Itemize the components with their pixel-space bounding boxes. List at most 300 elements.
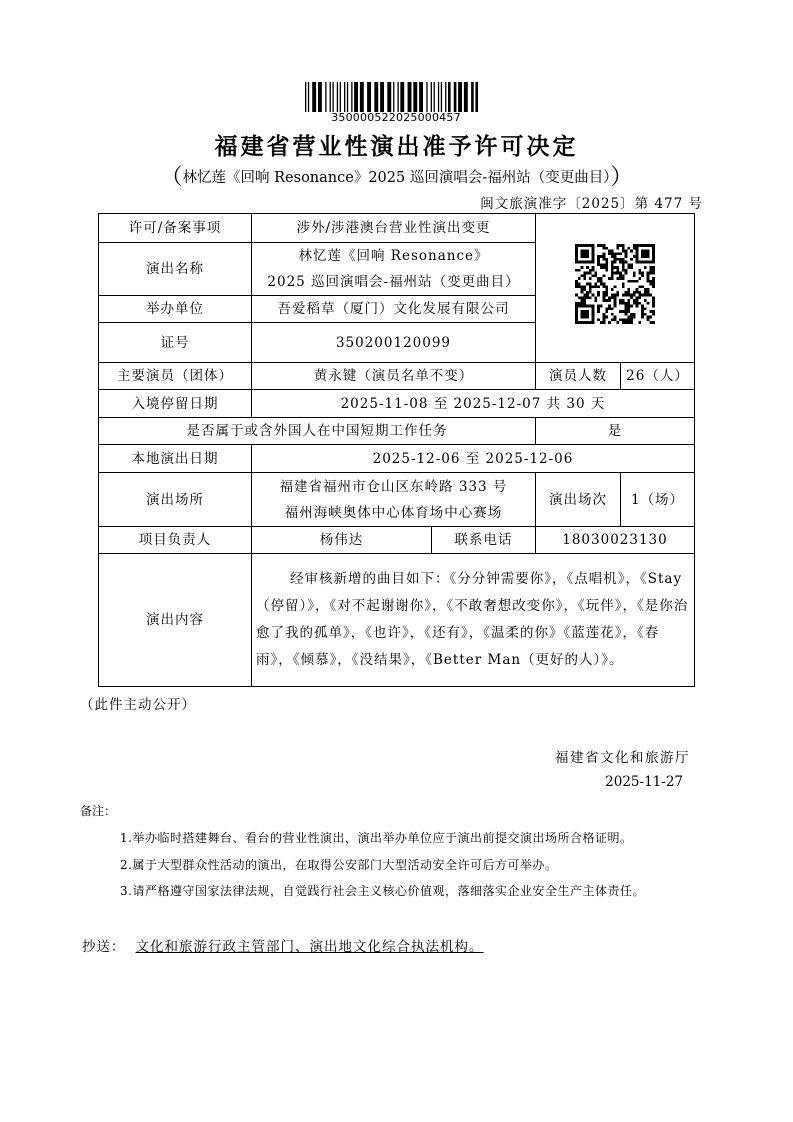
qr-module xyxy=(616,252,619,255)
barcode-bar xyxy=(380,82,384,112)
barcode-bar xyxy=(438,82,439,112)
qr-module xyxy=(600,282,603,285)
qr-module xyxy=(583,321,586,324)
qr-module xyxy=(575,244,578,247)
qr-module xyxy=(589,288,592,291)
qr-module xyxy=(578,277,581,280)
qr-module xyxy=(589,304,592,307)
qr-module xyxy=(592,246,595,249)
qr-module xyxy=(622,260,625,263)
foreign-task-label: 是否属于或含外国人在中国短期工作任务 xyxy=(99,418,536,445)
qr-module xyxy=(583,288,586,291)
qr-module xyxy=(605,266,608,269)
qr-module xyxy=(608,296,611,299)
qr-module xyxy=(619,301,622,304)
cert-value: 350200120099 xyxy=(252,323,536,363)
qr-module xyxy=(616,293,619,296)
qr-module xyxy=(608,277,611,280)
qr-module xyxy=(614,315,617,318)
qr-module xyxy=(622,321,625,324)
show-name-line2: 2025 巡回演唱会-福州站（变更曲目） xyxy=(267,274,520,290)
qr-module xyxy=(578,244,581,247)
qr-module xyxy=(622,263,625,266)
qr-module xyxy=(603,296,606,299)
qr-module xyxy=(633,315,636,318)
qr-module xyxy=(575,285,578,288)
qr-module xyxy=(575,257,578,260)
qr-module xyxy=(589,290,592,293)
qr-module xyxy=(614,301,617,304)
qr-module xyxy=(614,304,617,307)
qr-module xyxy=(594,285,597,288)
qr-module xyxy=(647,274,650,277)
qr-module xyxy=(592,310,595,313)
qr-module xyxy=(622,282,625,285)
qr-module xyxy=(611,277,614,280)
qr-module xyxy=(622,266,625,269)
qr-module xyxy=(608,307,611,310)
qr-module xyxy=(603,257,606,260)
qr-module xyxy=(581,244,584,247)
qr-module xyxy=(603,244,606,247)
qr-module xyxy=(600,304,603,307)
qr-module xyxy=(652,296,655,299)
qr-module xyxy=(611,288,614,291)
qr-module xyxy=(652,268,655,271)
qr-module xyxy=(592,318,595,321)
qr-module xyxy=(600,279,603,282)
qr-module xyxy=(581,266,584,269)
qr-module xyxy=(603,315,606,318)
qr-module xyxy=(625,301,628,304)
qr-module xyxy=(627,266,630,269)
qr-module xyxy=(652,252,655,255)
qr-module xyxy=(644,293,647,296)
qr-module xyxy=(581,301,584,304)
qr-module xyxy=(647,315,650,318)
barcode-bar xyxy=(419,82,423,112)
qr-module xyxy=(622,301,625,304)
qr-module xyxy=(616,277,619,280)
qr-module xyxy=(592,257,595,260)
qr-module xyxy=(581,274,584,277)
qr-module xyxy=(633,246,636,249)
qr-module xyxy=(641,252,644,255)
qr-module xyxy=(611,255,614,258)
qr-module xyxy=(638,321,641,324)
qr-module xyxy=(633,312,636,315)
qr-module xyxy=(581,285,584,288)
qr-module xyxy=(616,246,619,249)
qr-module xyxy=(581,315,584,318)
qr-module xyxy=(592,312,595,315)
qr-module xyxy=(611,252,614,255)
qr-code-icon xyxy=(575,244,655,324)
qr-module xyxy=(578,301,581,304)
sessions-value: 1（场） xyxy=(621,473,695,527)
qr-module xyxy=(581,312,584,315)
qr-module xyxy=(636,288,639,291)
qr-module xyxy=(614,318,617,321)
qr-module xyxy=(614,299,617,302)
qr-module xyxy=(641,274,644,277)
qr-module xyxy=(633,299,636,302)
qr-module xyxy=(589,271,592,274)
qr-module xyxy=(652,312,655,315)
qr-module xyxy=(597,260,600,263)
qr-module xyxy=(636,279,639,282)
qr-module xyxy=(622,310,625,313)
qr-module xyxy=(636,290,639,293)
qr-module xyxy=(652,246,655,249)
qr-module xyxy=(597,257,600,260)
qr-module xyxy=(641,271,644,274)
qr-module xyxy=(583,260,586,263)
foreign-task-value: 是 xyxy=(536,418,695,445)
qr-module xyxy=(605,260,608,263)
qr-module xyxy=(633,301,636,304)
subtitle xyxy=(0,160,793,191)
qr-module xyxy=(627,307,630,310)
public-note: （此件主动公开） xyxy=(80,697,196,713)
note-item: 2.属于大型群众性活动的演出，在取得公安部门大型活动安全许可后方可举办。 xyxy=(120,858,558,872)
table-row xyxy=(99,473,695,527)
qr-module xyxy=(616,268,619,271)
barcode-bar xyxy=(360,82,364,112)
qr-module xyxy=(592,244,595,247)
qr-module xyxy=(603,252,606,255)
qr-module xyxy=(622,246,625,249)
qr-module xyxy=(633,293,636,296)
qr-module xyxy=(614,260,617,263)
qr-module xyxy=(647,318,650,321)
qr-module xyxy=(575,255,578,258)
qr-module xyxy=(625,249,628,252)
qr-module xyxy=(627,293,630,296)
qr-module xyxy=(575,252,578,255)
barcode-bar xyxy=(347,82,348,112)
qr-module xyxy=(575,318,578,321)
permit-item-label: 许可/备案事项 xyxy=(99,214,252,243)
qr-module xyxy=(649,266,652,269)
qr-module xyxy=(603,255,606,258)
qr-module xyxy=(630,249,633,252)
qr-module xyxy=(583,301,586,304)
qr-module xyxy=(575,321,578,324)
qr-module xyxy=(592,307,595,310)
qr-module xyxy=(625,310,628,313)
qr-module xyxy=(597,307,600,310)
qr-module xyxy=(636,255,639,258)
qr-module xyxy=(575,312,578,315)
qr-module xyxy=(644,312,647,315)
issuer: 福建省文化和旅游厅 xyxy=(555,750,690,766)
qr-module xyxy=(630,304,633,307)
qr-module xyxy=(575,307,578,310)
qr-module xyxy=(619,260,622,263)
qr-module xyxy=(581,290,584,293)
qr-module xyxy=(630,296,633,299)
qr-module xyxy=(583,252,586,255)
qr-module xyxy=(575,268,578,271)
qr-module xyxy=(583,312,586,315)
qr-module xyxy=(644,260,647,263)
qr-module xyxy=(649,310,652,313)
qr-module xyxy=(619,244,622,247)
qr-module xyxy=(594,282,597,285)
show-name-line1: 林忆莲《回响 Resonance》 xyxy=(298,248,489,264)
qr-module xyxy=(625,268,628,271)
qr-module xyxy=(652,255,655,258)
qr-module xyxy=(647,260,650,263)
qr-module xyxy=(603,274,606,277)
qr-module xyxy=(586,255,589,258)
barcode xyxy=(305,82,487,112)
qr-module xyxy=(586,266,589,269)
qr-module xyxy=(614,285,617,288)
manager-label: 项目负责人 xyxy=(99,527,252,554)
qr-module xyxy=(575,293,578,296)
barcode-bar xyxy=(471,82,474,112)
qr-module xyxy=(605,246,608,249)
show-name-value xyxy=(252,243,536,296)
qr-module xyxy=(638,260,641,263)
qr-module xyxy=(592,249,595,252)
qr-module xyxy=(575,310,578,313)
qr-module xyxy=(652,244,655,247)
permit-item-value: 涉外/涉港澳台营业性演出变更 xyxy=(252,214,536,243)
qr-module xyxy=(619,271,622,274)
qr-module xyxy=(619,252,622,255)
qr-module xyxy=(592,266,595,269)
qr-module xyxy=(619,318,622,321)
qr-module xyxy=(586,312,589,315)
barcode-bar xyxy=(464,82,468,112)
qr-module xyxy=(616,290,619,293)
qr-module xyxy=(616,321,619,324)
qr-module xyxy=(625,293,628,296)
qr-module xyxy=(578,268,581,271)
qr-module xyxy=(608,304,611,307)
manager-value: 杨伟达 xyxy=(252,527,432,554)
qr-module xyxy=(586,296,589,299)
performer-count-label: 演员人数 xyxy=(536,363,621,390)
qr-module xyxy=(625,304,628,307)
qr-module xyxy=(652,279,655,282)
qr-module xyxy=(649,321,652,324)
qr-module xyxy=(589,285,592,288)
performers-label: 主要演员（团体） xyxy=(99,363,252,390)
sessions-label: 演出场次 xyxy=(536,473,621,527)
qr-module xyxy=(641,255,644,258)
qr-module xyxy=(636,244,639,247)
qr-module xyxy=(600,266,603,269)
table-row xyxy=(99,554,695,687)
qr-module xyxy=(630,318,633,321)
stay-value: 2025-11-08 至 2025-12-07 共 30 天 xyxy=(252,390,695,418)
qr-module xyxy=(636,257,639,260)
barcode-bar xyxy=(454,82,457,112)
barcode-bar xyxy=(441,82,442,112)
qr-module xyxy=(603,285,606,288)
qr-module xyxy=(578,304,581,307)
qr-module xyxy=(616,257,619,260)
qr-module xyxy=(652,257,655,260)
qr-module xyxy=(581,310,584,313)
qr-module xyxy=(605,299,608,302)
qr-module xyxy=(619,274,622,277)
qr-module xyxy=(586,321,589,324)
barcode-bar xyxy=(325,82,326,112)
venue-line2: 福州海峡奥体中心体育场中心赛场 xyxy=(284,504,503,521)
qr-module xyxy=(597,285,600,288)
qr-module xyxy=(630,312,633,315)
subtitle-open-paren: （ xyxy=(160,165,183,190)
qr-module xyxy=(644,252,647,255)
phone-value: 18030023130 xyxy=(536,527,695,554)
barcode-bar xyxy=(305,82,306,112)
qr-module xyxy=(625,318,628,321)
qr-module xyxy=(625,307,628,310)
barcode-bar xyxy=(458,82,462,112)
qr-module xyxy=(641,310,644,313)
qr-module xyxy=(600,255,603,258)
qr-module xyxy=(597,318,600,321)
qr-module xyxy=(586,260,589,263)
qr-module xyxy=(583,296,586,299)
qr-module xyxy=(581,321,584,324)
qr-module xyxy=(583,271,586,274)
qr-module xyxy=(578,321,581,324)
qr-module xyxy=(622,244,625,247)
qr-module xyxy=(636,299,639,302)
qr-module xyxy=(647,288,650,291)
note-item: 3.请严格遵守国家法律法规，自觉践行社会主义核心价值观，落细落实企业安全生产主体责任。 xyxy=(120,884,645,898)
qr-module xyxy=(578,260,581,263)
qr-module xyxy=(575,282,578,285)
qr-module xyxy=(600,321,603,324)
qr-module xyxy=(586,315,589,318)
qr-module xyxy=(583,304,586,307)
qr-module xyxy=(583,244,586,247)
content-text: 经审核新增的曲目如下：《分分钟需要你》，《点唱机》，《Stay（停留）》，《对不起谢谢你》，《不敢奢想改变你》，《玩伴》，《是你治愈了我的孤单》，《也许》，《还有》，《温柔的你》《蓝莲花》，《春雨》，《倾慕》，《没结果》，《Better Man（更好的人）》。 xyxy=(256,571,689,668)
qr-module xyxy=(597,277,600,280)
qr-module xyxy=(605,257,608,260)
qr-module xyxy=(597,279,600,282)
qr-module xyxy=(647,277,650,280)
qr-module xyxy=(627,299,630,302)
qr-module xyxy=(594,296,597,299)
qr-module xyxy=(627,263,630,266)
venue-label: 演出场所 xyxy=(99,473,252,527)
qr-module xyxy=(647,255,650,258)
barcode-bar xyxy=(337,82,338,112)
qr-module xyxy=(583,249,586,252)
qr-module xyxy=(622,299,625,302)
qr-module xyxy=(638,277,641,280)
qr-module xyxy=(625,312,628,315)
qr-module xyxy=(644,266,647,269)
show-name-label: 演出名称 xyxy=(99,243,252,296)
table-row xyxy=(99,445,695,473)
qr-module xyxy=(603,246,606,249)
barcode-bar xyxy=(387,82,391,112)
qr-module xyxy=(627,321,630,324)
qr-module xyxy=(627,288,630,291)
qr-module xyxy=(578,282,581,285)
qr-module xyxy=(649,260,652,263)
qr-module xyxy=(581,255,584,258)
qr-module xyxy=(594,271,597,274)
qr-module xyxy=(625,260,628,263)
qr-module xyxy=(592,321,595,324)
qr-module xyxy=(633,274,636,277)
performers-value: 黄永键（演员名单不变） xyxy=(252,363,536,390)
qr-module xyxy=(583,285,586,288)
cc-value: 文化和旅游行政主管部门、演出地文化综合执法机构。 xyxy=(135,939,484,955)
qr-module xyxy=(633,255,636,258)
qr-module xyxy=(647,244,650,247)
qr-module xyxy=(638,271,641,274)
venue-value xyxy=(252,473,536,527)
qr-module xyxy=(589,282,592,285)
qr-module xyxy=(644,288,647,291)
qr-module xyxy=(603,299,606,302)
qr-module xyxy=(627,315,630,318)
phone-label: 联系电话 xyxy=(432,527,536,554)
qr-module xyxy=(627,318,630,321)
barcode-bar xyxy=(434,82,435,112)
qr-module xyxy=(641,312,644,315)
qr-module xyxy=(652,285,655,288)
qr-module xyxy=(581,249,584,252)
qr-module xyxy=(605,285,608,288)
qr-module xyxy=(644,255,647,258)
qr-module xyxy=(636,246,639,249)
qr-module xyxy=(581,288,584,291)
qr-module xyxy=(614,293,617,296)
qr-module xyxy=(636,260,639,263)
cert-label: 证号 xyxy=(99,323,252,363)
qr-module xyxy=(611,318,614,321)
table-row xyxy=(99,418,695,445)
qr-module xyxy=(652,266,655,269)
content-value xyxy=(252,554,695,687)
subtitle-close-paren: ） xyxy=(610,165,633,190)
barcode-bar xyxy=(426,82,427,112)
barcode-bar xyxy=(318,82,322,112)
qr-module xyxy=(614,266,617,269)
qr-module xyxy=(608,321,611,324)
qr-module xyxy=(638,268,641,271)
qr-module xyxy=(622,274,625,277)
cc-label: 抄送： xyxy=(82,939,126,955)
qr-module xyxy=(586,244,589,247)
qr-module xyxy=(605,268,608,271)
qr-module xyxy=(603,293,606,296)
qr-module xyxy=(611,296,614,299)
qr-module xyxy=(597,263,600,266)
qr-module xyxy=(625,290,628,293)
qr-module xyxy=(633,279,636,282)
qr-module xyxy=(616,271,619,274)
qr-module xyxy=(625,255,628,258)
qr-module xyxy=(581,296,584,299)
qr-module xyxy=(622,268,625,271)
qr-module xyxy=(581,260,584,263)
qr-module xyxy=(630,321,633,324)
qr-module xyxy=(622,257,625,260)
